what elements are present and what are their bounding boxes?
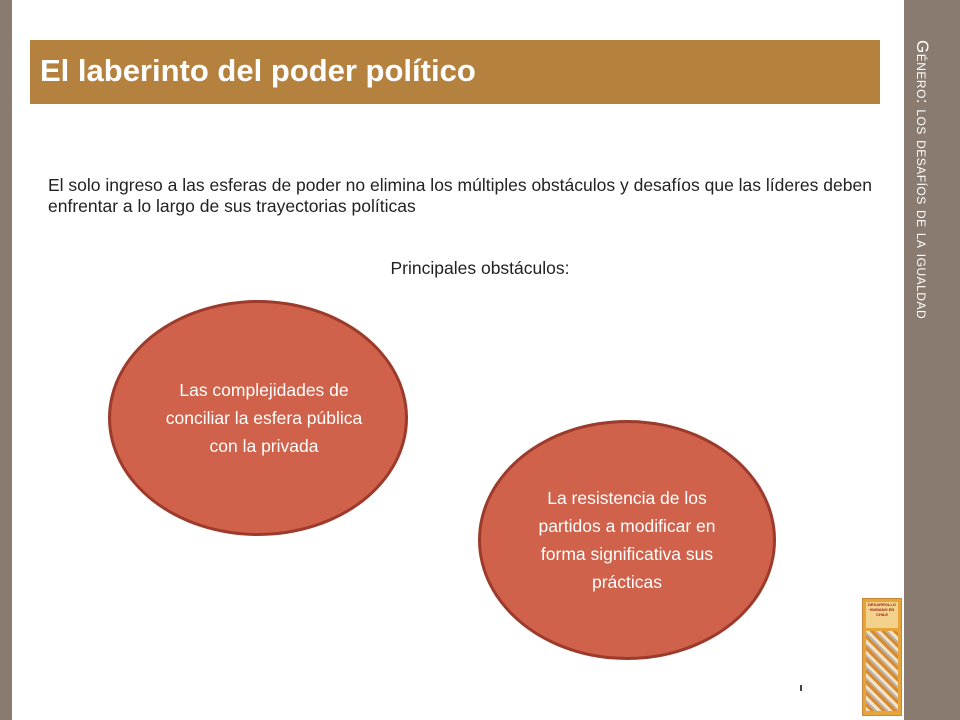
cover-title: DESARROLLO HUMANO EN CHILE — [868, 602, 896, 617]
title-banner — [30, 40, 880, 104]
side-title: Género: los desafíos de la igualdad — [913, 40, 932, 320]
report-cover-image — [862, 598, 902, 716]
page-title: El laberinto del poder político — [40, 53, 476, 88]
obstacles-heading: Principales obstáculos: — [390, 258, 570, 278]
cover-artwork — [866, 631, 898, 711]
obstacle-text-2: La resistencia de los partidos a modificar en forma significativa sus prácticas — [538, 488, 716, 592]
intro-text: El solo ingreso a las esferas de poder no elimina los múltiples obstáculos y desafíos que las líderes deben enfrentar a lo largo de sus trayectorias políticas — [48, 175, 872, 216]
obstacle-ellipse-2 — [478, 420, 776, 660]
decorative-mark — [800, 685, 802, 691]
left-accent-bar — [0, 0, 12, 720]
obstacle-text-1: Las complejidades de conciliar la esfera pública con la privada — [165, 380, 363, 456]
obstacle-ellipse-1 — [108, 300, 408, 536]
